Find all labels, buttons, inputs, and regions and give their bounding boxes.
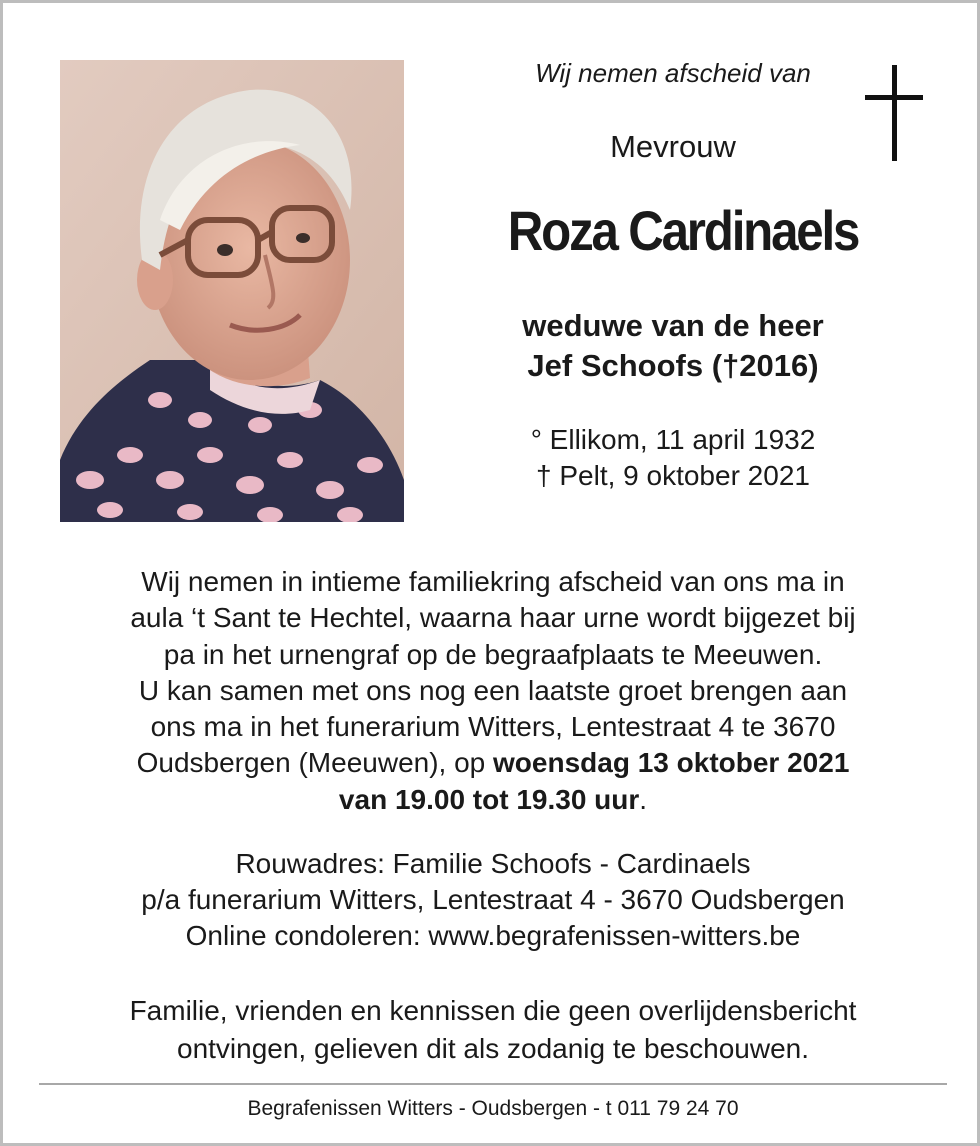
address-line: p/a funerarium Witters, Lentestraat 4 - 3670 Oudsbergen bbox=[141, 884, 845, 915]
spouse-line-2: Jef Schoofs (†2016) bbox=[527, 348, 819, 383]
mourning-address bbox=[43, 846, 943, 954]
spouse-line-1: weduwe van de heer bbox=[522, 308, 824, 343]
notice-text bbox=[43, 992, 943, 1068]
portrait-photo bbox=[60, 60, 404, 522]
footer-divider bbox=[39, 1083, 947, 1085]
death-date: † Pelt, 9 oktober 2021 bbox=[536, 460, 810, 491]
birth-date: ° Ellikom, 11 april 1932 bbox=[530, 424, 816, 455]
paragraph-line: ons ma in het funerarium Witters, Lentestraat 4 te 3670 bbox=[150, 711, 836, 743]
paragraph-line: aula ‘t Sant te Hechtel, waarna haar urne wordt bijgezet bij bbox=[130, 602, 856, 634]
notice-line: Familie, vrienden en kennissen die geen overlijdensbericht bbox=[129, 995, 857, 1026]
line-suffix: . bbox=[639, 783, 648, 815]
deceased-name: Roza Cardinaels bbox=[507, 199, 859, 262]
paragraph-line: U kan samen met ons nog een laatste groet brengen aan bbox=[138, 674, 848, 706]
visit-date: woensdag 13 oktober 2021 bbox=[493, 747, 850, 779]
condolence-line: Online condoleren: www.begrafenissen-witters.be bbox=[185, 920, 801, 951]
paragraph-line: Wij nemen in intieme familiekring afscheid van ons ma in bbox=[141, 566, 845, 597]
spouse-info bbox=[443, 306, 903, 386]
honorific: Mevrouw bbox=[610, 129, 736, 164]
announcement-paragraph bbox=[43, 564, 943, 818]
footer-text: Begrafenissen Witters - Oudsbergen - t 011 79 24 70 bbox=[247, 1097, 739, 1120]
address-line: Rouwadres: Familie Schoofs - Cardinaels bbox=[235, 848, 751, 879]
paragraph-line bbox=[43, 745, 943, 781]
line-prefix: Oudsbergen (Meeuwen), op bbox=[136, 747, 494, 779]
notice-line: ontvingen, gelieven dit als zodanig te beschouwen. bbox=[177, 1033, 809, 1064]
paragraph-line bbox=[43, 782, 943, 818]
visit-time: van 19.00 tot 19.30 uur bbox=[338, 783, 640, 815]
intro-line: Wij nemen afscheid van bbox=[535, 58, 811, 88]
paragraph-line: pa in het urnengraf op de begraafplaats te Meeuwen. bbox=[163, 638, 823, 670]
life-dates bbox=[443, 422, 903, 494]
